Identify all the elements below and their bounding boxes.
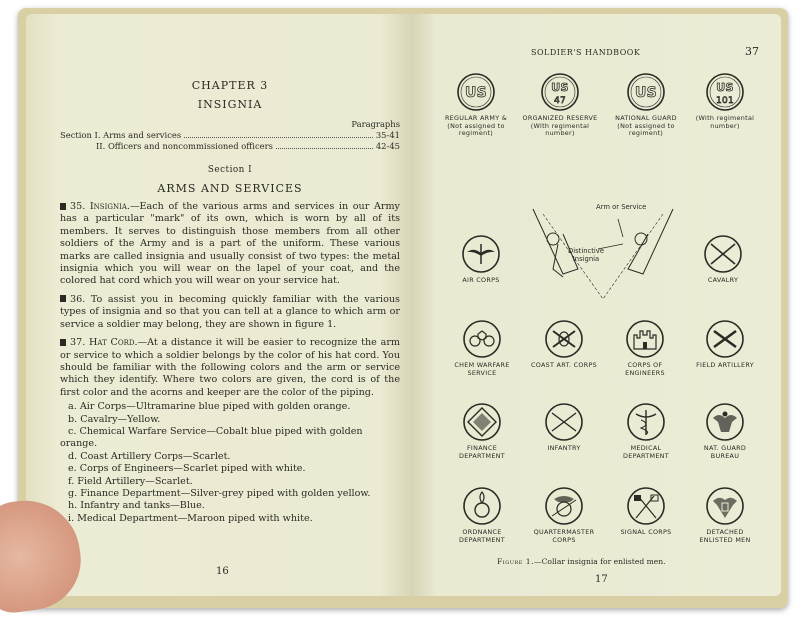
list-item: a. Air Corps—Ultramarine blue piped with golden orange. <box>68 401 351 413</box>
ordnance-department-insignia: ORDNANCE DEPARTMENT <box>447 486 517 544</box>
quartermaster-corps-insignia: QUARTERMASTER CORPS <box>523 486 605 544</box>
field-artillery-insignia: FIELD ARTILLERY <box>693 319 757 370</box>
list-item: d. Coast Artillery Corps—Scarlet. <box>68 450 231 462</box>
propeller-wings-icon <box>461 234 501 274</box>
paragraph-37: 37. Hat Cord.—At a distance it will be easier to recognize the arm or service to which a soldier belongs by the color of his hat cord. You should be familiar with the following colors and the arm or service which they identify. Where two colors are given, the cord is of the first color and the acorns and keeper are the color of the piping. <box>60 337 400 398</box>
crossed-sabers-icon <box>703 234 743 274</box>
left-page <box>26 14 411 596</box>
medical-department-insignia: MEDICAL DEPARTMENT <box>613 402 679 460</box>
page-number-right: 17 <box>595 574 608 585</box>
list-item: e. Corps of Engineers—Scarlet piped with white. <box>68 463 306 475</box>
section-title: ARMS AND SERVICES <box>157 181 303 195</box>
infantry-insignia: INFANTRY <box>533 402 595 453</box>
svg-text:101: 101 <box>715 96 735 106</box>
regular-army-insignia: US REGULAR ARMY & (Not assigned to regiment) <box>441 72 511 138</box>
eagle-wheel-icon <box>544 486 584 526</box>
detached-enlisted-men-insignia: DETACHED ENLISTED MEN <box>689 486 761 544</box>
finance-department-insignia: FINANCE DEPARTMENT <box>449 402 515 460</box>
corps-of-engineers-insignia: CORPS OF ENGINEERS <box>609 319 681 377</box>
left-page-text <box>60 80 400 525</box>
paragraph-36: 36. To assist you in becoming quickly familiar with the various types of insignia and so that you can tell at a glance to which arm or service a soldier may belong, they are shown in figure 1. <box>60 293 400 330</box>
retorts-benzene-icon <box>462 319 502 359</box>
signal-corps-insignia: SIGNAL CORPS <box>611 486 681 537</box>
us-disc-icon <box>626 72 666 112</box>
flaming-bomb-icon <box>462 486 502 526</box>
us-disc-icon <box>540 72 580 112</box>
paragraph-35: 35. Insignia.—Each of the various arms and services in our Army has a particular "mark" of its own, which is worn by all of its members. It serves to distinguish those members from all other soldiers of the Army and is a part of the uniform. These various marks are called insignia and usually consist of two types: the metal insignia which you will wear on the lapel of your coat, and the colored hat cord which you will wear on your service hat. <box>60 201 400 287</box>
distinctive-insignia-label: Distinctive Insignia <box>567 247 605 263</box>
chapter-heading: CHAPTER 3 <box>191 79 269 92</box>
national-guard-bureau-insignia: NAT. GUARD BUREAU <box>693 402 757 460</box>
list-item: i. Medical Department—Maroon piped with white. <box>68 512 313 524</box>
svg-text:47: 47 <box>553 96 567 106</box>
toc-row: Section I. Arms and services 35-41 <box>60 130 400 141</box>
us-disc-icon <box>705 72 745 112</box>
svg-text:US: US <box>716 81 734 94</box>
diamond-icon <box>462 402 502 442</box>
caduceus-icon <box>626 402 666 442</box>
running-header: SOLDIER'S HANDBOOK <box>531 48 641 57</box>
svg-text:US: US <box>551 81 569 94</box>
list-item: f. Field Artillery—Scarlet. <box>68 475 193 487</box>
header-page-number: 37 <box>745 45 759 58</box>
castle-icon <box>625 319 665 359</box>
svg-text:US: US <box>634 85 658 101</box>
paragraphs-label: Paragraphs <box>351 118 400 129</box>
arm-or-service-label: Arm or Service <box>596 203 647 211</box>
national-guard-regimental-insignia: US 101 (With regimental number) <box>689 72 761 130</box>
coast-artillery-insignia: COAST ART. CORPS <box>529 319 599 370</box>
crossed-rifles-icon <box>544 402 584 442</box>
crossed-cannons-icon <box>705 319 745 359</box>
section-heading: Section I <box>207 165 253 176</box>
cannons-projectile-icon <box>544 319 584 359</box>
chem-warfare-insignia: CHEM WARFARE SERVICE <box>445 319 519 377</box>
figure-caption: Figure 1.—Collar insignia for enlisted men. <box>497 557 666 566</box>
organized-reserve-insignia: US 47 ORGANIZED RESERVE (With regimental number) <box>521 72 599 138</box>
open-book <box>18 8 788 608</box>
svg-text:US: US <box>464 85 488 101</box>
signal-flags-icon <box>626 486 666 526</box>
right-page <box>411 14 781 596</box>
us-disc-icon <box>456 72 496 112</box>
air-corps-insignia: AIR CORPS <box>451 234 511 285</box>
national-guard-insignia: US NATIONAL GUARD (Not assigned to regiment) <box>609 72 683 138</box>
list-item: h. Infantry and tanks—Blue. <box>68 500 205 512</box>
toc-row: II. Officers and noncommissioned officers 42-45 <box>96 141 400 152</box>
cavalry-insignia: CAVALRY <box>693 234 753 285</box>
list-item: g. Finance Department—Silver-grey piped with golden yellow. <box>68 487 371 499</box>
list-item: b. Cavalry—Yellow. <box>68 413 161 425</box>
list-item: c. Chemical Warfare Service—Cobalt blue piped with golden orange. <box>60 425 363 450</box>
coat-of-arms-icon <box>705 486 745 526</box>
page-number-left: 16 <box>216 566 229 577</box>
chapter-title: INSIGNIA <box>197 98 263 112</box>
eagle-icon <box>705 402 745 442</box>
hat-cord-list <box>60 401 400 525</box>
